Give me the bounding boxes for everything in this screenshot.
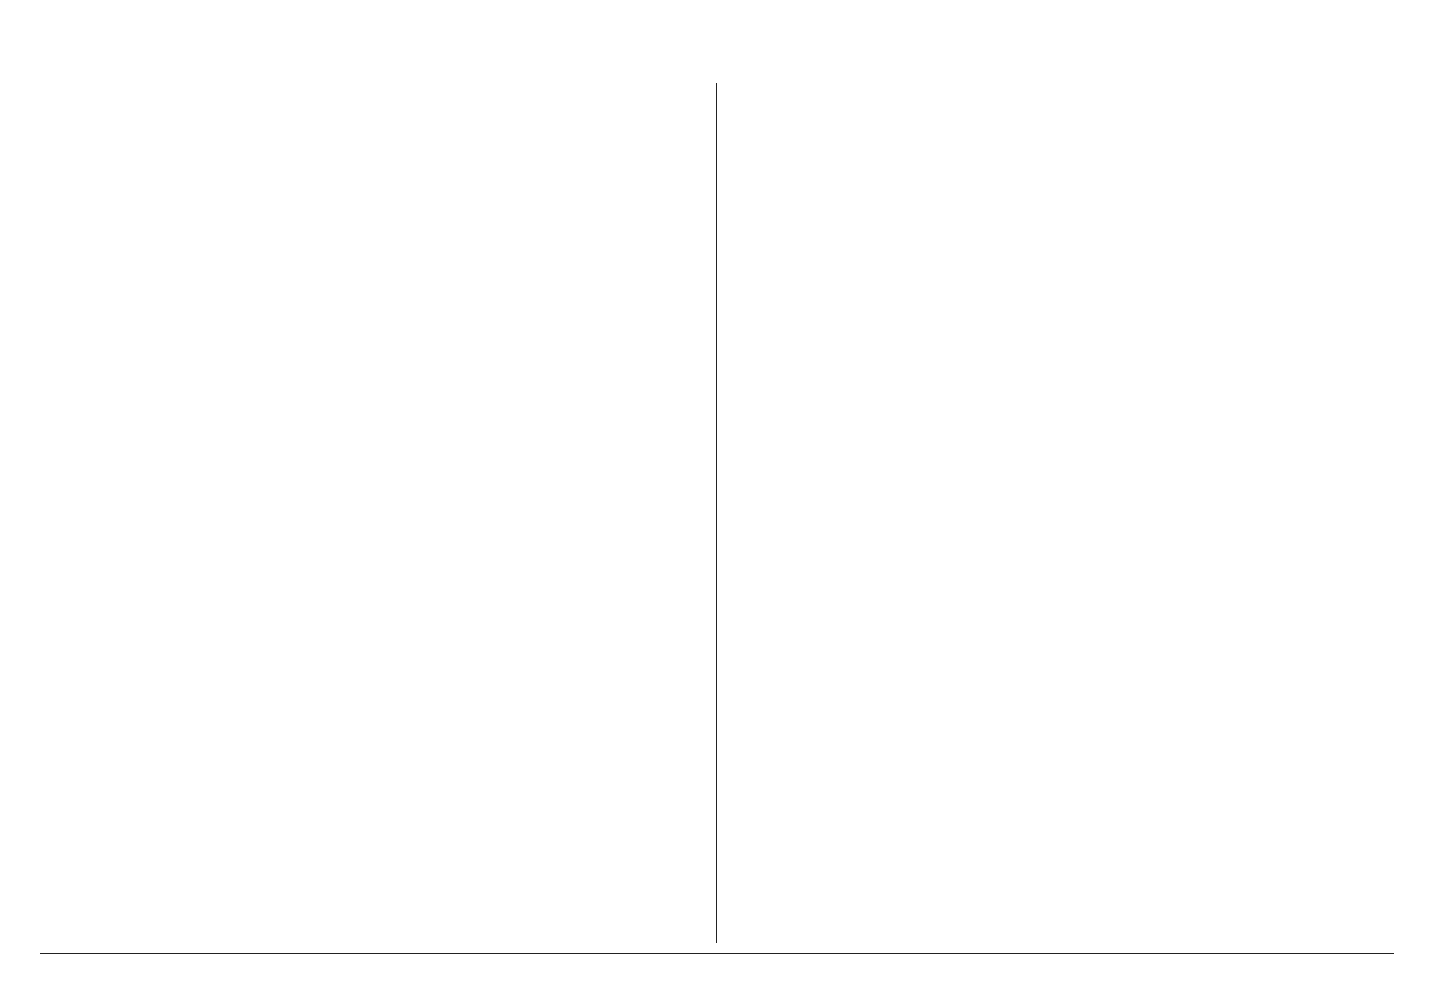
document-page <box>40 40 1394 960</box>
column-left <box>732 83 1395 943</box>
column-divider <box>717 83 718 943</box>
page-header <box>40 953 1394 960</box>
digitisation-note <box>2 0 18 1000</box>
column-right <box>40 83 703 943</box>
text-columns <box>40 83 1394 943</box>
